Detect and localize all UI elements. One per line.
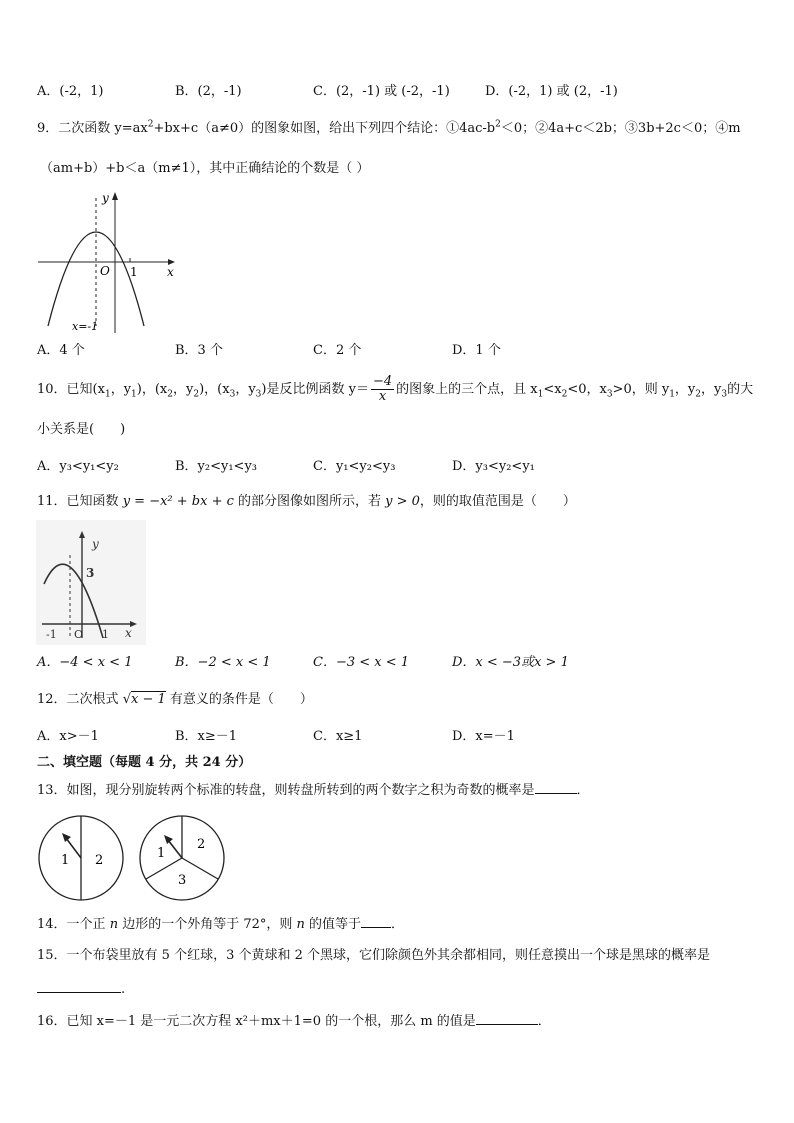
fraction: $\frac{-4}{x}$ bbox=[372, 374, 393, 404]
label-axis-eq: x=-1 bbox=[72, 320, 99, 333]
q9-stem-line2: （am+b）+b＜a（m≠1），其中正确结论的个数是（ ） bbox=[40, 161, 370, 176]
label-three: 3 bbox=[86, 566, 95, 580]
answer-blank bbox=[37, 980, 121, 993]
spinner-2-label-2: 2 bbox=[197, 837, 206, 852]
spinner-2-pointer bbox=[168, 840, 182, 858]
q10-option-c: C．y₁<y₂<y₃ bbox=[313, 459, 396, 474]
q12-stem: 12．二次根式 √x − 1 有意义的条件是（ ） bbox=[37, 692, 313, 707]
spinner-2-divider-3 bbox=[146, 858, 182, 879]
label-y: y bbox=[92, 537, 99, 551]
q10-option-b: B．y₂<y₁<y₃ bbox=[175, 459, 258, 474]
label-y: y bbox=[102, 191, 109, 205]
q12-option-a: A．x>－1 bbox=[37, 729, 99, 744]
q12-option-b: B．x≥－1 bbox=[175, 729, 238, 744]
q10-stem-line2: 小关系是( ) bbox=[37, 422, 126, 437]
q13-spinners bbox=[36, 812, 236, 904]
q11-parabola-graph bbox=[36, 520, 146, 645]
label-one: 1 bbox=[130, 265, 138, 279]
q14-stem: 14．一个正 n 边形的一个外角等于 72°，则 n 的值等于 ． bbox=[37, 917, 405, 932]
q8-option-a: A．(-2，1) bbox=[37, 84, 104, 99]
q15-answer-line: . bbox=[37, 980, 125, 998]
q9-option-b: B．3 个 bbox=[175, 343, 223, 358]
label-neg1: -1 bbox=[46, 628, 57, 641]
answer-blank bbox=[476, 1012, 538, 1025]
q11-option-a: A．−4 < x < 1 bbox=[37, 655, 133, 670]
section-title: 二、填空题（每题 4 分，共 24 分） bbox=[37, 755, 252, 770]
q9-option-d: D．1 个 bbox=[452, 343, 501, 358]
q11-option-c: C．−3 < x < 1 bbox=[313, 655, 410, 670]
spinner-1-label-2: 2 bbox=[95, 853, 104, 868]
q8-option-d: D．(-2，1) 或 (2，-1) bbox=[485, 84, 618, 99]
q11-option-d: D．x < −3或x > 1 bbox=[452, 655, 569, 670]
label-x: x bbox=[125, 626, 132, 640]
y-axis-arrow bbox=[112, 192, 118, 200]
q12-radicand: x − 1 bbox=[130, 692, 166, 707]
q9-option-a: A．4 个 bbox=[37, 343, 85, 358]
q11-stem: 11．已知函数 y = −x² + bx + c 的部分图像如图所示，若 y > 0，则的取值范围是（ ） bbox=[37, 494, 576, 509]
label-x: x bbox=[167, 265, 174, 279]
spinner-2-divider-2 bbox=[182, 858, 218, 879]
spinner-1-arrow-head bbox=[62, 833, 71, 842]
q12-option-d: D．x=－1 bbox=[452, 729, 515, 744]
q9-parabola-graph bbox=[30, 188, 190, 338]
q10-option-d: D．y₃<y₂<y₁ bbox=[452, 459, 535, 474]
label-origin: O bbox=[100, 264, 110, 278]
q13-stem: 13．如图，现分别旋转两个标准的转盘，则转盘所转到的两个数字之积为奇数的概率是 ． bbox=[37, 783, 590, 798]
spinner-1-label-1: 1 bbox=[61, 853, 70, 868]
label-origin: O bbox=[74, 628, 84, 641]
answer-blank bbox=[361, 915, 391, 928]
q16-stem: 16．已知 x=－1 是一元二次方程 x²＋mx＋1=0 的一个根，那么 m 的值是 ． bbox=[37, 1014, 551, 1029]
spinner-2-label-3: 3 bbox=[178, 873, 187, 888]
sqrt-symbol: √ bbox=[122, 692, 131, 707]
q10-stem-line1: 10．已知($x_1$，$y_1$)，($x_2$，$y_2$)，($x_3$，$y_3$)是反比例函数 y＝ $\frac{-4}{x}$ 的图象上的三个点，且 $x_1<x_2<0$，$x_3>0$，则 $y_1$，$y_2$，$y_3$的大 bbox=[37, 374, 754, 404]
q11-condition: y > 0 bbox=[385, 494, 420, 509]
label-one: 1 bbox=[102, 628, 109, 641]
q8-option-c: C．(2，-1) 或 (-2，-1) bbox=[313, 84, 450, 99]
q11-option-b: B．−2 < x < 1 bbox=[175, 655, 271, 670]
q9-stem-line1: 9．二次函数 $y=ax^2+bx+c(a\ne 0)$的图象如图，给出下列四个结论：$①4ac-b^2<0$；②4a+c＜2b；③3b+2c＜0；④m bbox=[37, 119, 741, 136]
q9-option-c: C．2 个 bbox=[313, 343, 362, 358]
answer-blank bbox=[535, 781, 577, 794]
q8-option-b: B．(2，-1) bbox=[175, 84, 242, 99]
q11-formula: y = −x² + bx + c bbox=[122, 494, 234, 509]
spinner-2-label-1: 1 bbox=[157, 846, 166, 861]
q15-stem: 15．一个布袋里放有 5 个红球，3 个黄球和 2 个黑球，它们除颜色外其余都相同，则任意摸出一个球是黑球的概率是 bbox=[37, 948, 711, 963]
q12-option-c: C．x≥1 bbox=[313, 729, 363, 744]
spinner-2-arrow-head bbox=[164, 835, 173, 844]
q10-option-a: A．y₃<y₁<y₂ bbox=[37, 459, 119, 474]
